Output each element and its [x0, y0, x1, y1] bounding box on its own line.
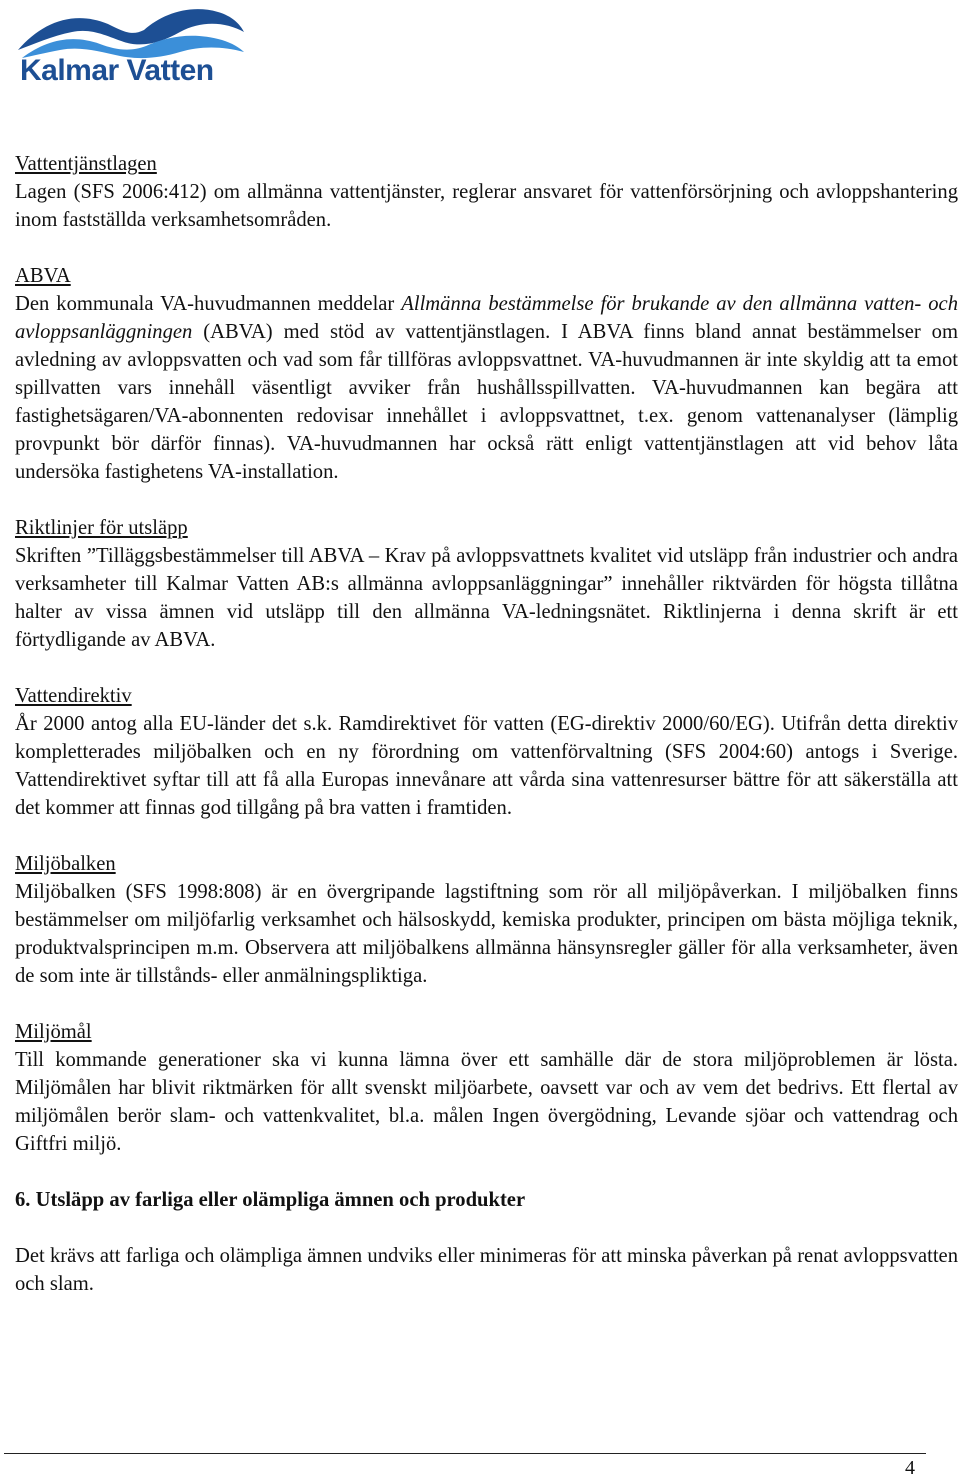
section-abva	[15, 262, 958, 486]
footer-divider	[4, 1453, 926, 1454]
section-paragraph: Till kommande generationer ska vi kunna lämna över ett samhälle där de stora miljöproblemen är lösta. Miljömålen har blivit riktmärken för allt svenskt miljöarbete, oavsett var och av vem det bedrivs. Ett flertal av miljömålen berör slam- och vattenkvalitet, bl.a. målen Ingen övergödning, Levande sjöar och vattendrag och Giftfri miljö.	[15, 1049, 958, 1155]
chapter-paragraph: Det krävs att farliga och olämpliga ämnen undviks eller minimeras för att minska påverkan på renat avloppsvatten och slam.	[15, 1245, 958, 1295]
document-body	[15, 150, 958, 1298]
section-heading: Riktlinjer för utsläpp	[15, 517, 188, 539]
page-number: 4	[905, 1457, 915, 1479]
company-logo	[12, 2, 244, 92]
chapter-heading: 6. Utsläpp av farliga eller olämpliga ämnen och produkter	[15, 1189, 526, 1211]
paragraph-text: (ABVA) med stöd av vattentjänstlagen. I ABVA finns bland annat bestämmelser om avledning av avloppsvatten och vad som får tillföras avloppsvattnet. VA-huvudmannen är inte skyldig att ta emot spillvatten vars innehåll väsentligt avviker från hushållsspillvatten. VA-huvudmannen kan begära att fastighetsägaren/VA-abonnenten redovisar innehållet i avloppsvattnet, t.ex. genom vattenanalyser (lämplig provpunkt bör därför finnas). VA-huvudmannen har också rätt enligt vattentjänstlagen att vid behov låta undersöka fastighetens VA-installation.	[15, 321, 958, 483]
wave-logo-icon	[12, 2, 244, 62]
section-paragraph: Skriften ”Tilläggsbestämmelser till ABVA – Krav på avloppsvattnets kvalitet vid utsläpp från industrier och andra verksamheter till Kalmar Vatten AB:s allmänna avloppsanläggningar” innehåller riktvärden för högsta tillåtna halter av vissa ämnen vid utsläpp till den allmänna VA-ledningsnätet. Riktlinjerna i denna skrift är ett förtydligande av ABVA.	[15, 545, 958, 651]
section-heading: Miljömål	[15, 1021, 92, 1043]
section-miljobalken	[15, 850, 958, 990]
section-miljomal	[15, 1018, 958, 1158]
logo-wordmark: Kalmar Vatten	[20, 54, 214, 87]
document-title-italic: Allmänna bestämmelse för brukande av den allmänna vatten- och avloppsanläggningen	[15, 293, 958, 343]
section-paragraph	[15, 290, 958, 486]
section-paragraph: Miljöbalken (SFS 1998:808) är en övergripande lagstiftning som rör all miljöpåverkan. I miljöbalken finns bestämmelser om miljöfarlig verksamhet och hälsoskydd, kemiska produkter, principen om bästa möjliga teknik, produktvalsprincipen m.m. Observera att miljöbalkens allmänna hänsynsregler gäller för alla verksamheter, även de som inte är tillstånds- eller anmälningspliktiga.	[15, 881, 958, 987]
section-heading: Vattentjänstlagen	[15, 153, 157, 175]
paragraph-text: Den kommunala VA-huvudmannen meddelar	[15, 293, 402, 315]
section-heading: ABVA	[15, 265, 71, 287]
section-vattendirektiv	[15, 682, 958, 822]
section-vattentjanstlagen	[15, 150, 958, 234]
section-paragraph: År 2000 antog alla EU-länder det s.k. Ramdirektivet för vatten (EG-direktiv 2000/60/EG). Utifrån detta direktiv kompletterades miljöbalken och en ny förordning om vattenförvaltning (SFS 2004:60) antogs i Sverige. Vattendirektivet syftar till att få alla Europas innevånare att vårda sina vattenresurser bättre för att säkerställa att det kommer att finnas god tillgång på bra vatten i framtiden.	[15, 713, 958, 819]
section-heading: Vattendirektiv	[15, 685, 132, 707]
section-heading: Miljöbalken	[15, 853, 116, 875]
section-riktlinjer	[15, 514, 958, 654]
section-paragraph: Lagen (SFS 2006:412) om allmänna vattentjänster, reglerar ansvaret för vattenförsörjning och avloppshantering inom fastställda verksamhetsområden.	[15, 181, 958, 231]
